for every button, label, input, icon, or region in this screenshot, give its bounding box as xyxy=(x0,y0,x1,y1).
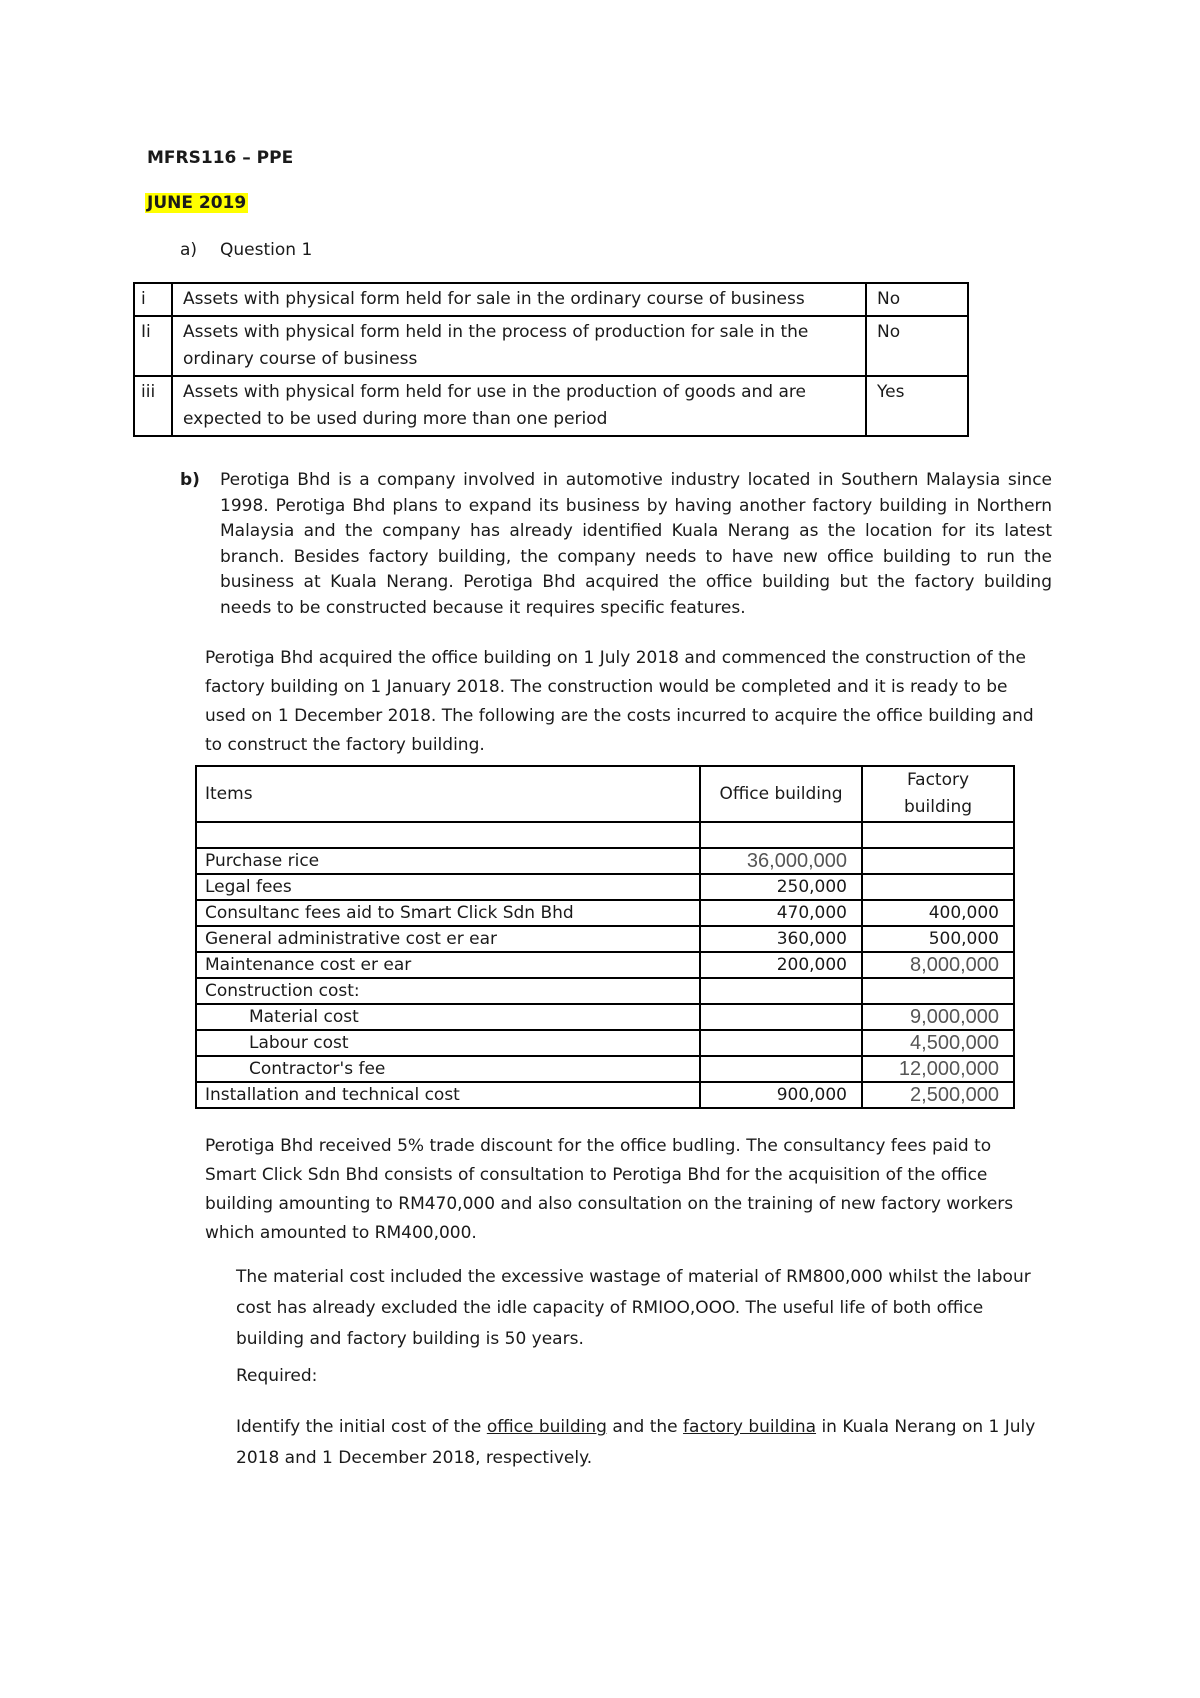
factory-value xyxy=(862,874,1014,900)
row-answer: No xyxy=(866,283,968,316)
office-value xyxy=(700,978,862,1004)
part-b-intro-text: Perotiga Bhd is a company involved in automotive industry located in Southern Malaysia since 1998. Perotiga Bhd plans to expand its business by having another factory building in Northern Malaysia and the company has already identified Kuala Nerang as the location for its latest branch. Besides factory building, the company needs to have new office building to run the business at Kuala Nerang. Perotiga Bhd acquired the office building but the factory building needs to be constructed because it requires specific features. xyxy=(220,470,1052,618)
row-answer: Yes xyxy=(866,376,968,436)
factory-value xyxy=(862,978,1014,1004)
question-1-table xyxy=(133,282,969,437)
table-row xyxy=(196,952,1014,978)
office-value: 200,000 xyxy=(700,952,862,978)
table-row xyxy=(196,822,1014,848)
part-b-paragraph-4: The material cost included the excessive wastage of material of RM800,000 whilst the labour cost has already excluded the idle capacity of RMIOO,OOO. The useful life of both office building and factory building is 50 years. xyxy=(236,1267,1031,1349)
session-label: JUNE 2019 xyxy=(147,193,247,213)
blank-cell xyxy=(700,822,862,848)
document-heading: MFRS116 – PPE xyxy=(147,148,294,168)
office-value: 250,000 xyxy=(700,874,862,900)
factory-value: 8,000,000 xyxy=(862,952,1014,978)
blank-cell xyxy=(862,822,1014,848)
table-row xyxy=(196,900,1014,926)
factory-value: 12,000,000 xyxy=(862,1056,1014,1082)
required-label: Required: xyxy=(236,1366,318,1386)
part-b-label: b) xyxy=(180,470,200,490)
table-row xyxy=(196,1004,1014,1030)
cost-table-header xyxy=(196,766,1014,822)
table-row xyxy=(134,376,968,436)
item-label: Labour cost xyxy=(196,1030,700,1056)
table-row xyxy=(196,1082,1014,1108)
office-value: 470,000 xyxy=(700,900,862,926)
row-description: Assets with physical form held in the process of production for sale in the ordinary course of business xyxy=(172,316,866,376)
table-row xyxy=(134,283,968,316)
task-factory-building: factory buildina xyxy=(683,1417,817,1437)
part-a-label: a) xyxy=(180,240,198,260)
header-office: Office building xyxy=(700,766,862,822)
task-text: in Kuala Nerang on 1 July 2018 and 1 December 2018, respectively. xyxy=(236,1417,1036,1468)
item-label: Contractor's fee xyxy=(196,1056,700,1082)
table-row xyxy=(196,978,1014,1004)
office-value: 360,000 xyxy=(700,926,862,952)
factory-value: 500,000 xyxy=(862,926,1014,952)
office-value xyxy=(700,1030,862,1056)
row-number: Ii xyxy=(134,316,172,376)
table-row xyxy=(196,1030,1014,1056)
item-label: General administrative cost er ear xyxy=(196,926,700,952)
table-row xyxy=(196,1056,1014,1082)
row-number: iii xyxy=(134,376,172,436)
task-text: Identify the initial cost of the xyxy=(236,1417,487,1437)
part-b-paragraph-2: Perotiga Bhd acquired the office building on 1 July 2018 and commenced the construction of the factory building on 1 January 2018. The construction would be completed and it is ready to be used on 1 December 2018. The following are the costs incurred to acquire the office building and to construct the factory building. xyxy=(205,648,1034,755)
task-text: and the xyxy=(606,1417,684,1437)
header-factory: Factory building xyxy=(862,766,1014,822)
row-description: Assets with physical form held for use in the production of goods and are expected to be used during more than one period xyxy=(172,376,866,436)
factory-value: 400,000 xyxy=(862,900,1014,926)
cost-table xyxy=(195,765,1015,1109)
factory-value: 2,500,000 xyxy=(862,1082,1014,1108)
row-number: i xyxy=(134,283,172,316)
part-a-title: Question 1 xyxy=(220,240,313,260)
table-row xyxy=(196,926,1014,952)
table-row xyxy=(134,316,968,376)
factory-value: 4,500,000 xyxy=(862,1030,1014,1056)
part-b-intro xyxy=(180,468,1052,621)
part-b-paragraph-3: Perotiga Bhd received 5% trade discount for the office budling. The consultancy fees paid to Smart Click Sdn Bhd consists of consultation to Perotiga Bhd for the acquisition of the office building amounting to RM470,000 and also consultation on the training of new factory workers which amounted to RM400,000. xyxy=(205,1136,1014,1243)
item-label: Consultanc fees aid to Smart Click Sdn Bhd xyxy=(196,900,700,926)
office-value: 36,000,000 xyxy=(700,848,862,874)
task-office-building: office building xyxy=(486,1417,607,1437)
item-label: Construction cost: xyxy=(196,978,700,1004)
office-value xyxy=(700,1056,862,1082)
item-label: Installation and technical cost xyxy=(196,1082,700,1108)
factory-value xyxy=(862,848,1014,874)
item-label: Material cost xyxy=(196,1004,700,1030)
task-statement xyxy=(236,1412,1046,1474)
office-value xyxy=(700,1004,862,1030)
table-row xyxy=(196,874,1014,900)
part-a-heading xyxy=(180,240,312,260)
item-label: Maintenance cost er ear xyxy=(196,952,700,978)
table-row xyxy=(196,848,1014,874)
blank-cell xyxy=(196,822,700,848)
row-answer: No xyxy=(866,316,968,376)
item-label: Legal fees xyxy=(196,874,700,900)
item-label: Purchase rice xyxy=(196,848,700,874)
office-value: 900,000 xyxy=(700,1082,862,1108)
row-description: Assets with physical form held for sale in the ordinary course of business xyxy=(172,283,866,316)
header-items: Items xyxy=(196,766,700,822)
factory-value: 9,000,000 xyxy=(862,1004,1014,1030)
